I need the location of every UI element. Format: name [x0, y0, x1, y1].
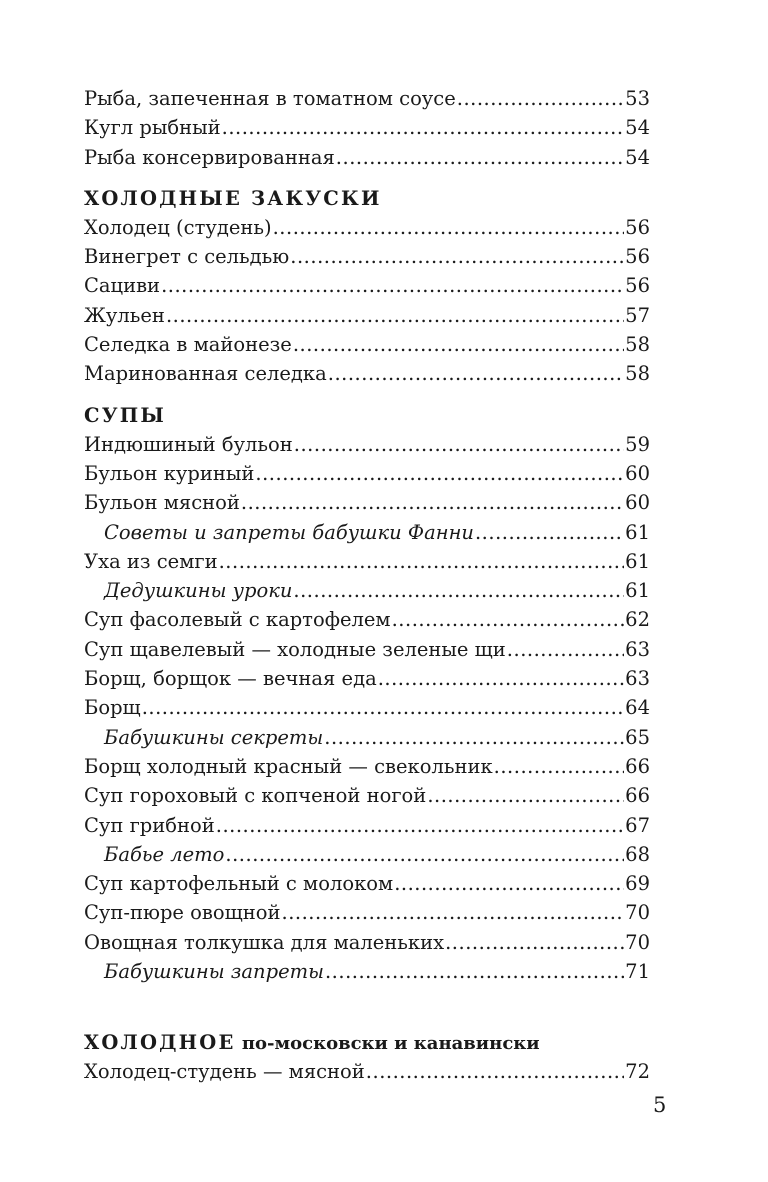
leader-dots	[161, 271, 624, 300]
toc-entry-page: 66	[625, 754, 650, 778]
toc-entry-title: Рыба консервированная	[84, 145, 335, 169]
leader-dots	[328, 359, 624, 388]
leader-dots	[290, 242, 624, 271]
toc-entry	[84, 271, 650, 300]
toc-entry-title: Селедка в майонезе	[84, 333, 292, 357]
toc-entry-page: 54	[625, 145, 650, 169]
leader-dots	[324, 723, 624, 752]
toc-entry	[84, 752, 650, 781]
toc-entry-title: Маринованная селедка	[84, 362, 327, 386]
toc-entry-title: Суп грибной	[84, 813, 215, 837]
toc-entry-page: 63	[625, 667, 650, 691]
toc-entry	[84, 113, 650, 142]
toc-entry-page: 70	[625, 930, 650, 954]
toc-entry	[84, 898, 650, 927]
leader-dots	[219, 547, 625, 576]
toc-entry	[84, 330, 650, 359]
leader-dots	[294, 430, 624, 459]
toc-entry-title: Холодец-студень — мясной	[84, 1060, 365, 1084]
leader-dots	[507, 635, 624, 664]
toc-entry	[84, 811, 650, 840]
leader-dots	[475, 518, 624, 547]
leader-dots	[255, 459, 624, 488]
section-heading-cold-appetizers: ХОЛОДНЫЕ ЗАКУСКИ	[84, 186, 382, 210]
toc-entry-page: 72	[625, 1060, 650, 1084]
toc-entry-page: 70	[625, 901, 650, 925]
toc-entry-page: 58	[625, 362, 650, 386]
toc-entry-page: 56	[625, 215, 650, 239]
leader-dots	[445, 928, 624, 957]
toc-entry-title: Суп гороховый с копченой ногой	[84, 784, 427, 808]
toc-entry-page: 58	[625, 333, 650, 357]
toc-entry-title: Советы и запреты бабушки Фанни	[104, 520, 474, 544]
toc-subentry	[84, 723, 650, 752]
leader-dots	[293, 330, 624, 359]
toc-entry-title: Борщ холодный красный — свекольник	[84, 754, 493, 778]
toc-subentry	[84, 840, 650, 869]
leader-dots	[378, 664, 624, 693]
leader-dots	[394, 869, 624, 898]
toc-entry	[84, 213, 650, 242]
toc-entry-page: 68	[625, 842, 650, 866]
toc-entry	[84, 693, 650, 722]
section-heading-rest: по-московски и канавински	[235, 1033, 540, 1055]
toc-entry	[84, 781, 650, 810]
toc-entry	[84, 84, 650, 113]
page-number: 5	[653, 1093, 667, 1117]
section-heading-cold-moscow	[84, 1028, 650, 1057]
toc-entry-title: Холодец (студень)	[84, 215, 272, 239]
toc-entry-page: 59	[625, 432, 650, 456]
toc-entry	[84, 359, 650, 388]
leader-dots	[142, 693, 624, 722]
leader-dots	[336, 143, 624, 172]
toc-entry-page: 60	[625, 491, 650, 515]
toc-subentry	[84, 576, 650, 605]
leader-dots	[392, 605, 625, 634]
leader-dots	[366, 1057, 624, 1086]
leader-dots	[222, 113, 625, 142]
toc-entry-page: 54	[625, 116, 650, 140]
toc-entry-page: 65	[625, 725, 650, 749]
toc-entry	[84, 605, 650, 634]
leader-dots	[216, 811, 624, 840]
toc-entry	[84, 635, 650, 664]
toc-entry	[84, 547, 650, 576]
toc-entry-page: 64	[625, 696, 650, 720]
toc-entry-page: 60	[625, 461, 650, 485]
toc-entry-title: Жульен	[84, 303, 165, 327]
toc-entry-title: Винегрет с сельдью	[84, 245, 290, 269]
toc-entry-page: 66	[625, 784, 650, 808]
toc-entry-title: Дедушкины уроки	[104, 579, 293, 603]
leader-dots	[241, 488, 624, 517]
section-heading-soups: СУПЫ	[84, 403, 166, 427]
leader-dots	[325, 957, 624, 986]
leader-dots	[225, 840, 624, 869]
leader-dots	[293, 576, 624, 605]
table-of-contents	[84, 84, 650, 1087]
toc-entry-page: 69	[625, 872, 650, 896]
toc-entry-page: 56	[625, 245, 650, 269]
toc-entry-page: 62	[625, 608, 650, 632]
toc-entry-page: 53	[625, 87, 650, 110]
toc-entry	[84, 301, 650, 330]
toc-entry	[84, 664, 650, 693]
toc-entry-title: Суп фасолевый с картофелем	[84, 608, 391, 632]
toc-entry	[84, 242, 650, 271]
toc-entry-page: 56	[625, 274, 650, 298]
leader-dots	[282, 898, 625, 927]
section-heading-main: ХОЛОДНОЕ	[84, 1031, 236, 1055]
toc-entry-title: Овощная толкушка для маленьких	[84, 930, 445, 954]
toc-entry	[84, 1057, 650, 1086]
toc-entry-title: Суп картофельный с молоком	[84, 872, 394, 896]
toc-subentry	[84, 957, 650, 986]
toc-subentry	[84, 518, 650, 547]
toc-entry-page: 61	[625, 579, 650, 603]
toc-entry-title: Индюшиный бульон	[84, 432, 293, 456]
toc-entry	[84, 459, 650, 488]
toc-entry-page: 57	[625, 303, 650, 327]
toc-entry-title: Бабушкины секреты	[104, 725, 324, 749]
leader-dots	[457, 84, 624, 113]
toc-entry-page: 61	[625, 520, 650, 544]
leader-dots	[494, 752, 625, 781]
toc-entry-title: Бабушкины запреты	[104, 960, 324, 984]
toc-entry-page: 67	[625, 813, 650, 837]
toc-entry-page: 61	[625, 549, 650, 573]
toc-entry-title: Бабье лето	[104, 842, 225, 866]
toc-entry-title: Уха из семги	[84, 549, 218, 573]
leader-dots	[273, 213, 625, 242]
toc-entry	[84, 928, 650, 957]
toc-entry-title: Суп-пюре овощной	[84, 901, 281, 925]
toc-entry	[84, 430, 650, 459]
toc-entry-page: 71	[625, 960, 650, 984]
toc-entry-title: Кугл рыбный	[84, 116, 221, 140]
leader-dots	[427, 781, 624, 810]
toc-entry-title: Бульон куриный	[84, 461, 255, 485]
toc-entry-title: Суп щавелевый — холодные зеленые щи	[84, 637, 506, 661]
leader-dots	[166, 301, 624, 330]
toc-entry-title: Борщ	[84, 696, 141, 720]
toc-entry	[84, 143, 650, 172]
toc-entry	[84, 488, 650, 517]
toc-entry-title: Бульон мясной	[84, 491, 240, 515]
toc-entry-page: 63	[625, 637, 650, 661]
toc-entry-title: Борщ, борщок — вечная еда	[84, 667, 377, 691]
toc-entry-title: Сациви	[84, 274, 161, 298]
toc-entry-title: Рыба, запеченная в томатном соусе	[84, 87, 456, 110]
toc-entry	[84, 869, 650, 898]
